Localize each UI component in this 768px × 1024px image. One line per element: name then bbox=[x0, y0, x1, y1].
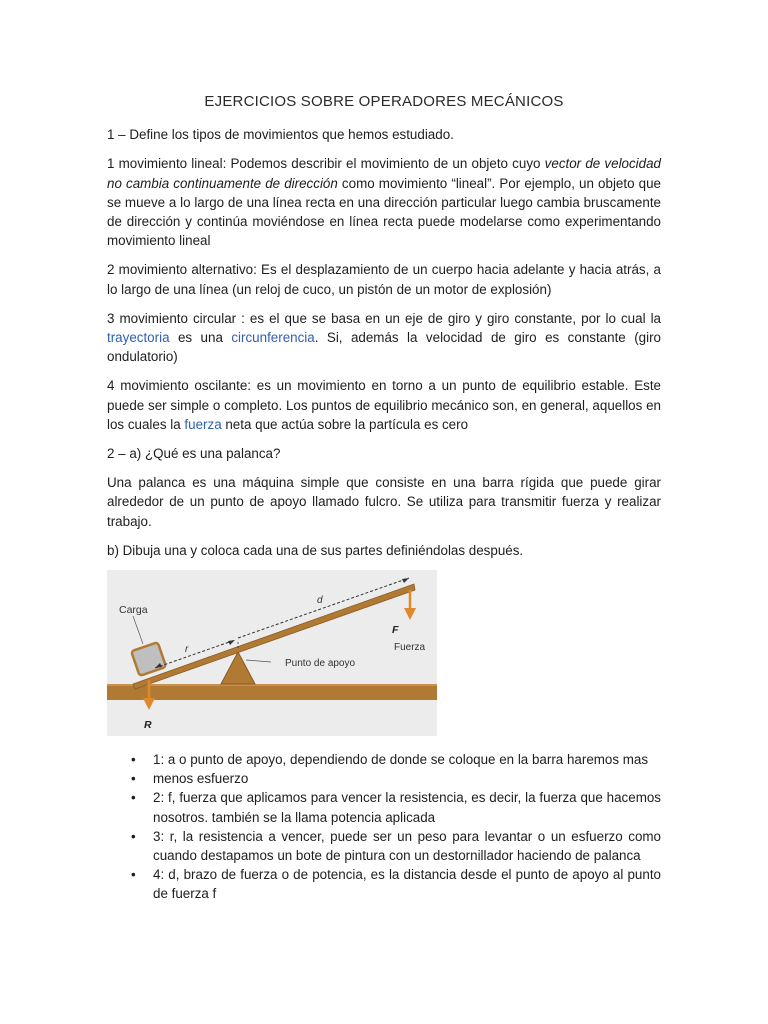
paragraph-oscilante: 4 movimiento oscilante: es un movimiento en torno a un punto de equilibrio estable. Este puede ser simple o completo. Los puntos de equilibrio mecánico son, en general, aquellos en los cuales la fuerza neta que actúa sobre la partícula es cero bbox=[107, 378, 661, 432]
list-item: • 4: d, brazo de fuerza o de potencia, es la distancia desde el punto de apoyo al punto de fuerza f bbox=[153, 865, 661, 903]
lever-parts-list bbox=[107, 750, 661, 904]
question-1: 1 – Define los tipos de movimientos que hemos estudiado. bbox=[107, 127, 454, 143]
link-trayectoria[interactable]: trayectoria bbox=[107, 330, 170, 346]
ground-bar bbox=[107, 684, 437, 700]
paragraph-circular: 3 movimiento circular : es el que se basa en un eje de giro y giro constante, por lo cual la trayectoria es una circunferencia. Si, además la velocidad de giro es constante (giro ondulatorio) bbox=[107, 310, 661, 365]
paragraph-palanca: Una palanca es una máquina simple que consiste en una barra rígida que puede girar alrededor de un punto de apoyo llamado fulcro. Se utiliza para transmitir fuerza y realizar trabajo. bbox=[107, 475, 661, 529]
label-r: r bbox=[185, 644, 189, 656]
paragraph-lineal: 1 movimiento lineal: Podemos describir el movimiento de un objeto cuyo vector de velocidad no cambia continuamente de dirección como movimiento “lineal”. Por ejemplo, un objeto que se mueve a lo largo de una línea recta en una dirección particular luego cambia bruscamente de dirección y continúa moviéndose en línea recta puede modelarse como experimentando movimiento lineal bbox=[107, 156, 661, 249]
paragraph-alternativo: 2 movimiento alternativo: Es el desplazamiento de un cuerpo hacia adelante y hacia atrás, a lo largo de una línea (un reloj de cuco, un pistón de un motor de explosión) bbox=[107, 262, 661, 297]
lever-diagram bbox=[107, 570, 437, 736]
label-F: F bbox=[392, 624, 399, 637]
link-fuerza[interactable]: fuerza bbox=[184, 416, 222, 432]
list-item: • 1: a o punto de apoyo, dependiendo de donde se coloque en la barra haremos mas bbox=[153, 750, 661, 769]
list-item: • menos esfuerzo bbox=[153, 769, 661, 788]
list-item: • 2: f, fuerza que aplicamos para vencer la resistencia, es decir, la fuerza que hacemos nosotros. también se la llama potencia aplicada bbox=[153, 788, 661, 826]
label-carga: Carga bbox=[119, 604, 148, 617]
document-body bbox=[107, 92, 661, 904]
label-R: R bbox=[144, 719, 152, 732]
label-fuerza: Fuerza bbox=[394, 642, 426, 654]
list-item: • 3: r, la resistencia a vencer, puede ser un peso para levantar o un esfuerzo como cuando destapamos un bote de pintura con un destornillador haciendo de palanca bbox=[153, 827, 661, 865]
emphasis-velocity: vector de velocidad no cambia continuamente de dirección bbox=[107, 156, 661, 191]
label-d: d bbox=[317, 595, 323, 607]
page-title: EJERCICIOS SOBRE OPERADORES MECÁNICOS bbox=[204, 93, 564, 110]
link-circunferencia[interactable]: circunferencia bbox=[231, 330, 315, 346]
label-punto-apoyo: Punto de apoyo bbox=[285, 658, 356, 670]
lever-figure bbox=[107, 570, 437, 736]
question-2a: 2 – a) ¿Qué es una palanca? bbox=[107, 446, 281, 462]
question-2b: b) Dibuja una y coloca cada una de sus partes definiéndolas después. bbox=[107, 542, 524, 558]
ground-highlight bbox=[107, 684, 437, 686]
